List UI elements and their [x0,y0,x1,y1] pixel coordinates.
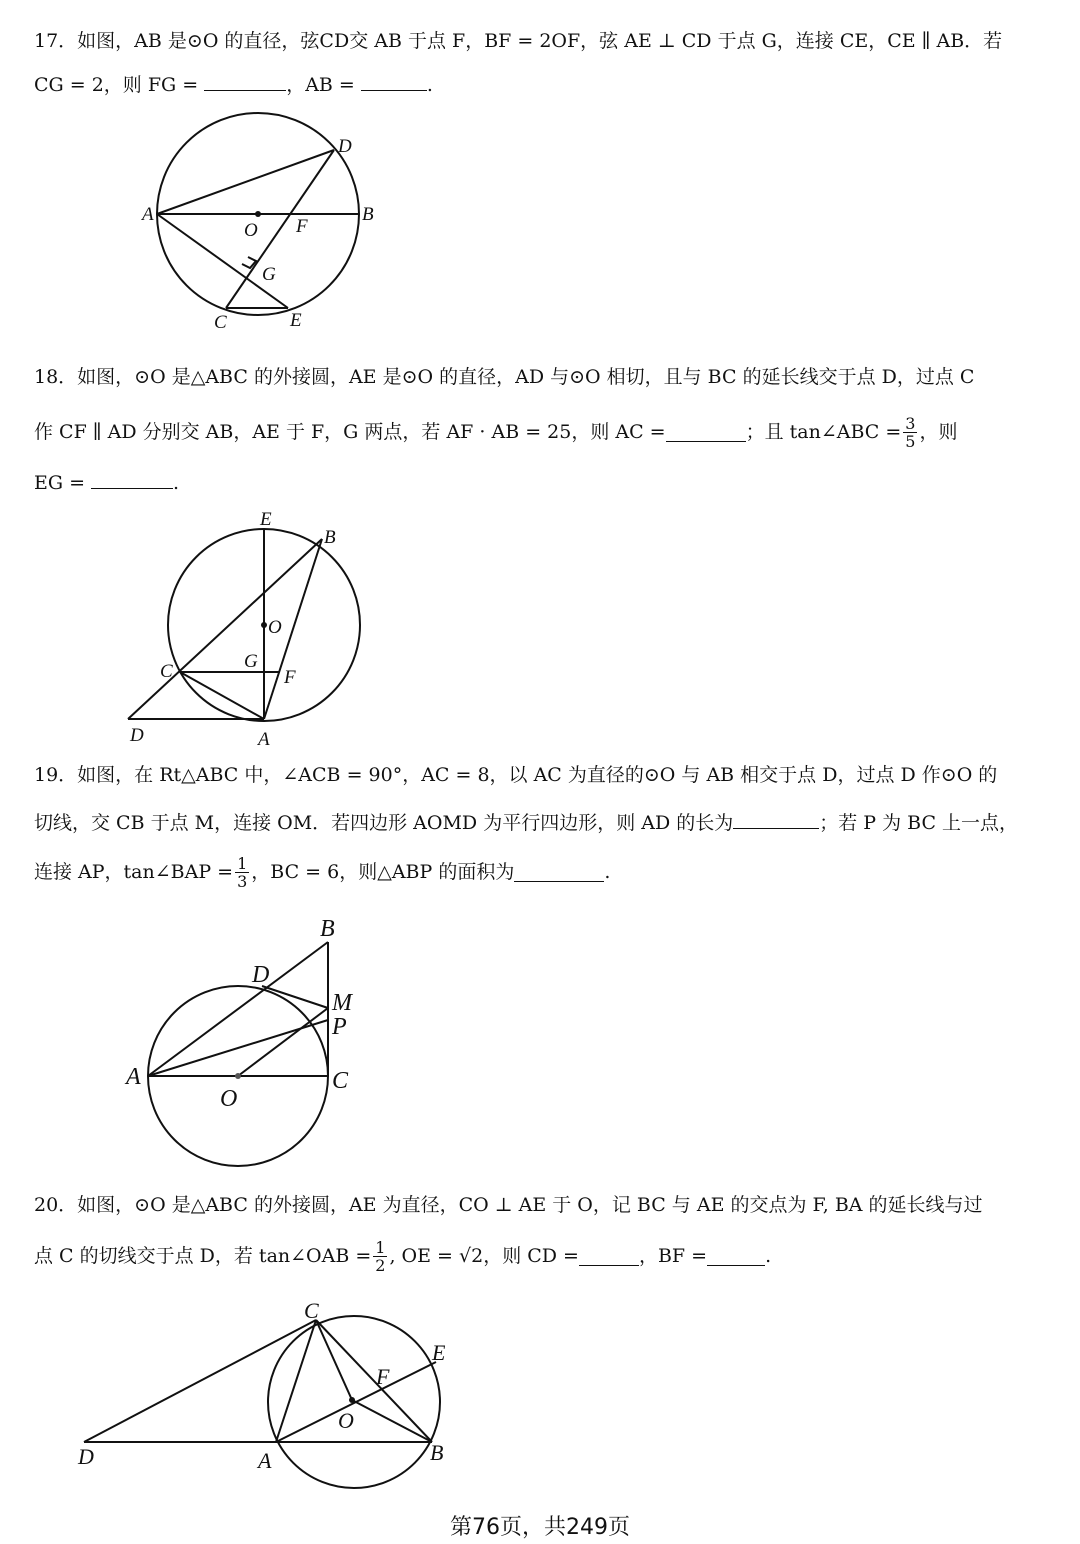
label-b: B [362,204,374,225]
problem-20-text-5: . [765,1245,772,1267]
label-f: F [376,1364,390,1389]
segment-ob [352,1400,432,1442]
problem-19-text-3: ；若 P 为 BC 上一点， [819,812,1019,834]
label-d: D [338,136,352,157]
center-dot [261,622,267,628]
frac-den: 3 [237,871,248,891]
label-o: O [220,1086,238,1112]
center-dot [235,1073,241,1079]
label-c: C [304,1298,319,1323]
segment-om [238,1008,328,1076]
problem-18-line-1 [34,364,1044,390]
label-d: D [252,962,270,988]
problem-18-text-6: . [173,472,180,494]
problem-19-line-3 [34,852,1044,892]
problem-18-text-3: ；且 tan∠ABC = [745,421,902,443]
problem-17-line-1 [34,28,1044,54]
page-footer: 第76页，共249页 [450,1515,630,1540]
frac-den: 2 [375,1255,386,1275]
center-dot [255,211,261,217]
answer-blank-ab[interactable] [361,72,427,91]
label-e: E [260,509,272,530]
label-p: P [332,1014,347,1040]
problem-18-line-2 [34,412,1044,452]
problem-19-line-2 [34,810,1044,836]
label-o: O [338,1408,354,1433]
problem-20-text-3: , OE = √2，则 CD = [389,1245,579,1267]
problem-19-text-6: . [604,861,611,883]
label-o: O [268,617,282,638]
problem-20-text-1: 20．如图，⊙O 是△ABC 的外接圆，AE 为直径，CO ⊥ AE 于 O，记 BC 与 AE 的交点为 F, BA 的延长线与过 [34,1194,983,1216]
label-f: F [284,667,296,688]
problem-19-text-2: 切线，交 CB 于点 M，连接 OM．若四边形 AOMD 为平行四边形，则 AD 的长为 [34,812,734,834]
label-a: A [142,204,154,225]
label-c: C [214,312,227,333]
problem-20-text-2: 点 C 的切线交于点 D，若 tan∠OAB = [34,1245,372,1267]
problem-17-text-3: ，AB = [286,74,361,96]
label-b: B [320,916,335,942]
problem-17-text-2: CG = 2，则 FG = [34,74,205,96]
problem-18-line-3 [34,470,1044,496]
frac-num: 1 [237,853,248,873]
problem-17-text-1: 17．如图，AB 是⊙O 的直径，弦CD交 AB 于点 F，BF = 2OF，弦 AE ⊥ CD 于点 G，连接 CE，CE ∥ AB．若 [34,30,1003,52]
label-e: E [290,310,302,331]
segment-ad [157,150,334,214]
segment-dc [226,150,334,308]
label-b: B [324,527,336,548]
label-a: A [126,1064,141,1090]
problem-18-figure [110,505,380,750]
label-a: A [258,1448,272,1473]
label-c: C [160,661,173,682]
problem-19-text-5: ，BC = 6，则△ABP 的面积为 [251,861,515,883]
problem-19-line-1 [34,762,1044,788]
problem-17-line-2 [34,72,1044,98]
segment-co [316,1320,352,1400]
fraction-1-2 [373,1239,387,1274]
fraction-3-5 [903,415,917,450]
segment-dm [262,986,328,1008]
label-b: B [430,1440,444,1465]
label-e: E [432,1340,446,1365]
answer-blank-ac[interactable] [666,423,746,442]
problem-20-line-2 [34,1236,1044,1276]
answer-blank-fg[interactable] [204,72,286,91]
label-d: D [130,725,144,746]
problem-20-line-1 [34,1192,1044,1218]
frac-num: 1 [375,1237,386,1257]
center-dot [349,1397,355,1403]
answer-blank-ad[interactable] [733,810,819,829]
problem-20-text-4: ，BF = [638,1245,708,1267]
label-m: M [332,990,352,1016]
problem-17-figure [130,110,390,340]
segment-ae [157,214,288,308]
problem-18-text-5: EG = [34,472,92,494]
problem-17-text-4: . [426,74,433,96]
answer-blank-area[interactable] [514,863,604,882]
problem-18-text-2: 作 CF ∥ AD 分别交 AB，AE 于 F，G 两点，若 AF · AB = 25，则 AC = [34,421,666,443]
segment-cb [316,1320,432,1442]
label-g: G [262,264,276,285]
problem-18-text-1: 18．如图，⊙O 是△ABC 的外接圆，AE 是⊙O 的直径，AD 与⊙O 相切，且与 BC 的延长线交于点 D，过点 C [34,366,975,388]
answer-blank-eg[interactable] [91,470,173,489]
answer-blank-bf[interactable] [707,1247,765,1266]
fraction-1-3 [235,855,249,890]
label-f: F [296,216,308,237]
frac-den: 5 [905,431,916,451]
label-g: G [244,651,258,672]
problem-19-text-4: 连接 AP，tan∠BAP = [34,861,234,883]
answer-blank-cd[interactable] [579,1247,639,1266]
segment-ab [148,942,328,1076]
problem-19-text-1: 19．如图，在 Rt△ABC 中，∠ACB = 90°，AC = 8，以 AC 为直径的⊙O 与 AB 相交于点 D，过点 D 作⊙O 的 [34,764,998,786]
label-a: A [258,729,270,750]
frac-num: 3 [905,413,916,433]
problem-19-figure [120,910,380,1170]
problem-20-figure [70,1300,470,1480]
problem-18-text-4: ，则 [919,421,958,443]
label-o: O [244,220,258,241]
label-c: C [332,1068,349,1094]
label-d: D [78,1444,94,1469]
